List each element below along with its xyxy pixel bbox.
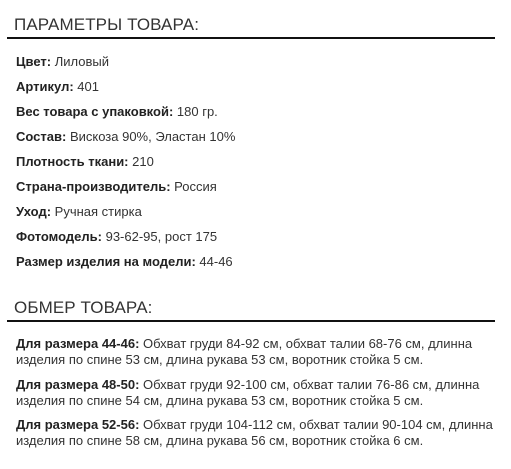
measure-label: Для размера 44-46:: [16, 336, 140, 351]
param-label: Состав:: [16, 129, 67, 144]
param-value: 44-46: [199, 254, 233, 269]
measure-label: Для размера 48-50:: [16, 377, 140, 392]
param-row-country: [16, 179, 217, 194]
measure-text: Обхват груди 92-100 см, обхват талии 76-86 см, длинна изделия по спине 54 см, длина рукава 53 см, воротник стойка 5 см.: [16, 377, 480, 408]
params-title-divider: [7, 37, 495, 39]
param-value: Лиловый: [54, 54, 109, 69]
param-row-care: [16, 204, 142, 219]
measure-text: Обхват груди 84-92 см, обхват талии 68-76 см, длинна изделия по спине 53 см, длина рукава 53 см, воротник стойка 5 см.: [16, 336, 473, 367]
param-label: Артикул:: [16, 79, 74, 94]
measure-text: Обхват груди 104-112 см, обхват талии 90-104 см, длинна изделия по спине 58 см, длина рукава 56 см, воротник стойка 6 см.: [16, 417, 493, 448]
measure-title-divider: [7, 320, 495, 322]
param-value: 93-62-95, рост 175: [105, 229, 218, 244]
param-row-model-size: [16, 254, 233, 269]
param-label: Цвет:: [16, 54, 52, 69]
param-row-composition: [16, 129, 235, 144]
measure-item-52-56: [16, 417, 496, 448]
params-section-title: ПАРАМЕТРЫ ТОВАРА:: [14, 15, 200, 34]
param-value: 180 гр.: [176, 104, 218, 119]
measure-section-title: ОБМЕР ТОВАРА:: [14, 298, 153, 317]
param-row-color: [16, 54, 109, 69]
measure-label: Для размера 52-56:: [16, 417, 140, 432]
param-value: Россия: [174, 179, 217, 194]
param-label: Уход:: [16, 204, 52, 219]
param-label: Фотомодель:: [16, 229, 102, 244]
param-row-photomodel: [16, 229, 217, 244]
param-label: Страна-производитель:: [16, 179, 171, 194]
param-row-article: [16, 79, 99, 94]
measure-item-44-46: [16, 336, 496, 367]
param-label: Размер изделия на модели:: [16, 254, 196, 269]
param-value: 401: [77, 79, 99, 94]
param-row-density: [16, 154, 154, 169]
measure-item-48-50: [16, 377, 496, 408]
param-value: Ручная стирка: [54, 204, 142, 219]
param-row-weight: [16, 104, 218, 119]
param-label: Вес товара с упаковкой:: [16, 104, 174, 119]
param-value: 210: [132, 154, 154, 169]
param-label: Плотность ткани:: [16, 154, 129, 169]
param-value: Вискоза 90%, Эластан 10%: [69, 129, 236, 144]
